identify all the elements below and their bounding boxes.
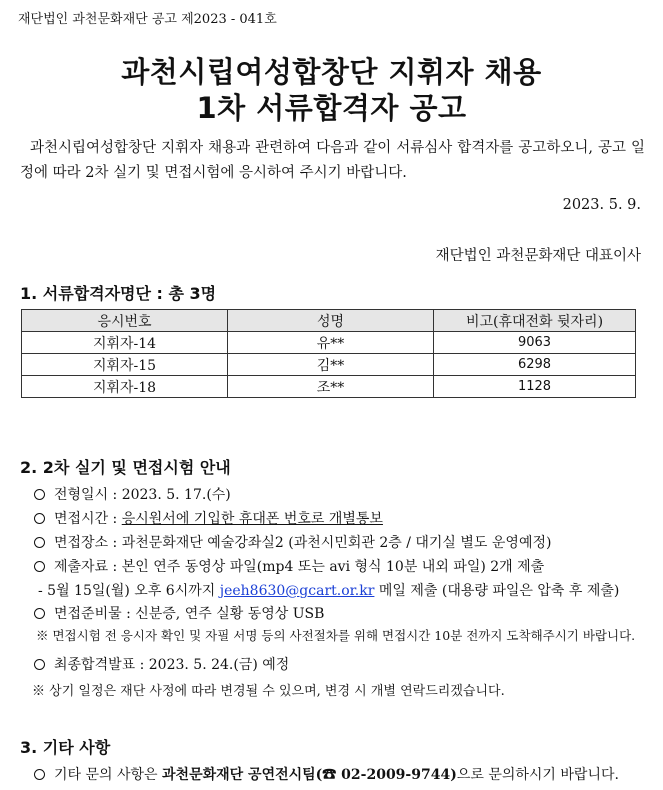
subitem-text: - 5월 15일(월) 오후 6시까지 <box>38 583 220 599</box>
table-cell: 조** <box>228 376 434 398</box>
subitem-text: 메일 제출 (대용량 파일은 압축 후 제출) <box>374 583 620 599</box>
table-row <box>22 354 636 376</box>
email-link[interactable]: jeeh8630@gcart.or.kr <box>219 583 375 599</box>
page-subtitle: 1차 서류합격자 공고 <box>196 91 467 125</box>
table-cell: 지휘자-18 <box>22 376 228 398</box>
note-text: ※ 면접시험 전 응시자 확인 및 자필 서명 등의 사전절차를 위해 면접시간 10분 전까지 도착해주시기 바랍니다. <box>36 628 636 643</box>
item-text: 으로 문의하시기 바랍니다. <box>456 767 619 783</box>
item-text: 최종합격발표 : 2023. 5. 24.(금) 예정 <box>54 657 290 673</box>
circle-bullet-icon <box>34 769 45 780</box>
notice-date: 2023. 5. 9. <box>562 197 641 213</box>
intro-paragraph: 과천시립여성합창단 지휘자 채용과 관련하여 다음과 같이 서류심사 합격자를 공고하오니, 공고 일정에 따라 2차 실기 및 면접시험에 응시하여 주시기 바랍니다. <box>20 140 645 181</box>
list-item <box>34 484 231 504</box>
page-title: 과천시립여성합창단 지휘자 채용 <box>121 55 542 89</box>
table-cell: 1128 <box>434 376 636 398</box>
notice-number: 재단법인 과천문화재단 공고 제2023 - 041호 <box>18 12 277 27</box>
table-cell: 6298 <box>434 354 636 376</box>
table-row <box>22 332 636 354</box>
item-text: 면접장소 : 과천문화재단 예술강좌실2 (과천시민회관 2층 / 대기실 별도 운영예정) <box>54 535 552 551</box>
list-item <box>34 603 324 623</box>
item-text: 기타 문의 사항은 <box>54 767 163 783</box>
item-text: 제출자료 : 본인 연주 동영상 파일(mp4 또는 avi 형식 10분 내외 파일) 2개 제출 <box>54 559 545 575</box>
table-cell: 유** <box>228 332 434 354</box>
table-row <box>22 376 636 398</box>
table-cell: 9063 <box>434 332 636 354</box>
circle-bullet-icon <box>34 489 45 500</box>
table-cell: 지휘자-15 <box>22 354 228 376</box>
schedule-change-note: ※ 상기 일정은 재단 사정에 따라 변경될 수 있으며, 변경 시 개별 연락드리겠습니다. <box>32 684 505 699</box>
item-text: 전형일시 : 2023. 5. 17.(수) <box>54 487 231 503</box>
column-header: 성명 <box>228 310 434 332</box>
column-header: 응시번호 <box>22 310 228 332</box>
passed-candidates-table <box>21 309 636 398</box>
item-text: 면접준비물 : 신분증, 연주 실황 동영상 USB <box>54 606 325 622</box>
list-item <box>34 508 383 528</box>
section-3-heading: 3. 기타 사항 <box>20 738 111 757</box>
list-item <box>34 556 544 576</box>
list-item <box>34 654 289 674</box>
item-text: 면접시간 : <box>54 511 122 527</box>
contact-info: 과천문화재단 공연전시팀(☎ 02-2009-9744) <box>162 767 457 783</box>
section-1-heading: 1. 서류합격자명단 : 총 3명 <box>20 284 217 303</box>
circle-bullet-icon <box>34 608 45 619</box>
column-header: 비고(휴대전화 뒷자리) <box>434 310 636 332</box>
list-subitem <box>38 580 619 600</box>
table-cell: 지휘자-14 <box>22 332 228 354</box>
circle-bullet-icon <box>34 659 45 670</box>
table-header-row <box>22 310 636 332</box>
section-2-heading: 2. 2차 실기 및 면접시험 안내 <box>20 458 231 477</box>
issuer: 재단법인 과천문화재단 대표이사 <box>435 248 641 264</box>
item-text-underlined: 응시원서에 기입한 휴대폰 번호로 개별통보 <box>121 511 383 527</box>
circle-bullet-icon <box>34 561 45 572</box>
list-item <box>34 764 619 784</box>
table-cell: 김** <box>228 354 434 376</box>
circle-bullet-icon <box>34 513 45 524</box>
circle-bullet-icon <box>34 537 45 548</box>
list-item <box>34 532 551 552</box>
